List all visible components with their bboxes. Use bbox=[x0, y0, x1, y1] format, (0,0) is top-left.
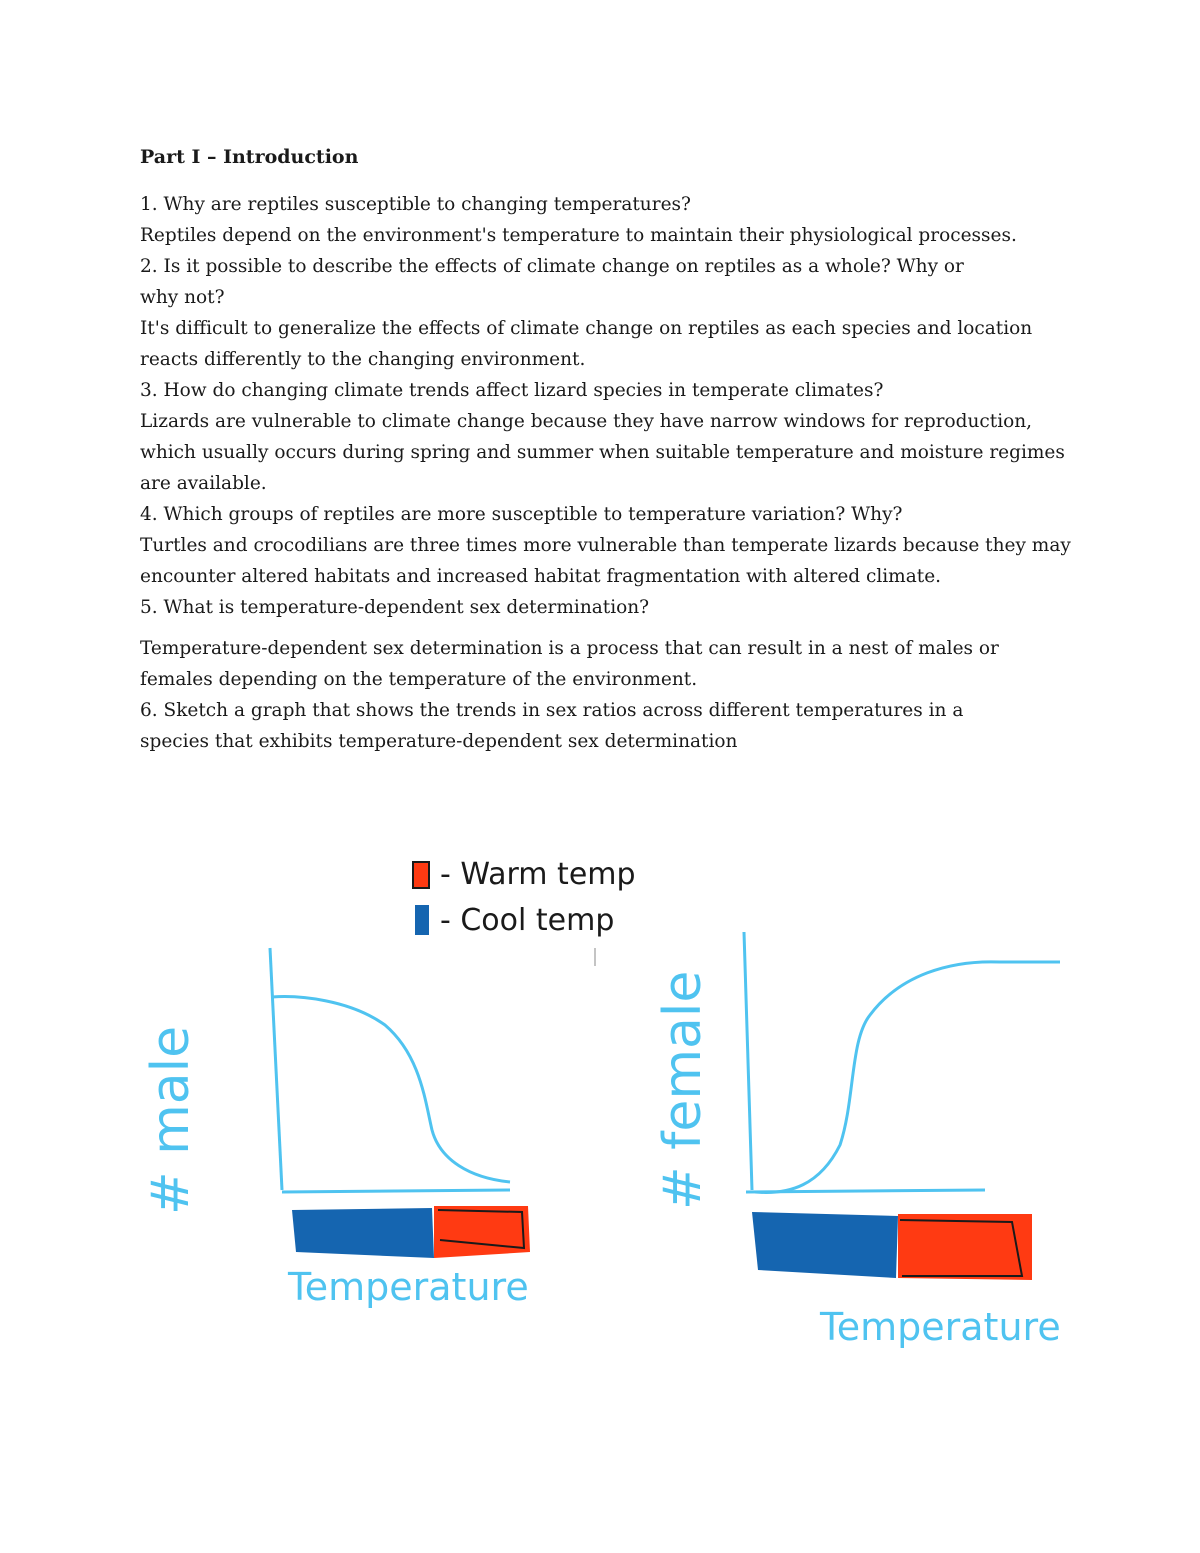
cool-temp-bar bbox=[292, 1208, 434, 1258]
question-text: 1. Why are reptiles susceptible to changing temperatures? bbox=[140, 194, 691, 215]
answer-text: Lizards are vulnerable to climate change because they have narrow windows for reproduction, bbox=[140, 411, 1033, 432]
legend bbox=[413, 857, 636, 966]
answer-text: Reptiles depend on the environment's temperature to maintain their physiological processes. bbox=[140, 225, 1017, 246]
question-text: 4. Which groups of reptiles are more susceptible to temperature variation? Why? bbox=[140, 504, 903, 525]
answer-text: It's difficult to generalize the effects of climate change on reptiles as each species and location bbox=[140, 318, 1033, 339]
question-6 bbox=[140, 695, 1080, 757]
hand-drawn-sketch bbox=[0, 800, 1200, 1360]
question-1 bbox=[140, 189, 1080, 251]
question-5 bbox=[140, 592, 1080, 695]
x-axis bbox=[282, 1190, 510, 1192]
answer-text: reacts differently to the changing environment. bbox=[140, 349, 586, 370]
question-3 bbox=[140, 375, 1080, 499]
x-axis-label: Temperature bbox=[288, 1265, 529, 1309]
answer-text: which usually occurs during spring and summer when suitable temperature and moisture regimes bbox=[140, 442, 1065, 463]
female-trend-curve bbox=[755, 962, 1060, 1193]
question-text: 2. Is it possible to describe the effects of climate change on reptiles as a whole? Why or bbox=[140, 256, 964, 277]
answer-text: are available. bbox=[140, 473, 267, 494]
y-axis-label: # female bbox=[653, 970, 713, 1210]
y-axis-label: # male bbox=[141, 1025, 201, 1215]
y-axis bbox=[270, 948, 282, 1190]
question-text: 3. How do changing climate trends affect lizard species in temperate climates? bbox=[140, 380, 884, 401]
left-graph bbox=[141, 948, 530, 1309]
legend-warm-swatch bbox=[413, 862, 429, 888]
male-trend-curve bbox=[272, 997, 510, 1182]
answer-text: encounter altered habitats and increased habitat fragmentation with altered climate. bbox=[140, 566, 942, 587]
right-graph bbox=[653, 932, 1061, 1349]
warm-temp-bar bbox=[434, 1206, 530, 1258]
question-text: 6. Sketch a graph that shows the trends in sex ratios across different temperatures in a bbox=[140, 700, 964, 721]
answer-text: Temperature-dependent sex determination is a process that can result in a nest of males or bbox=[140, 638, 999, 659]
legend-cool-label: - Cool temp bbox=[440, 903, 615, 938]
x-axis-label: Temperature bbox=[820, 1305, 1061, 1349]
section-heading: Part I – Introduction bbox=[140, 146, 359, 168]
document-body bbox=[140, 143, 1080, 757]
answer-text: females depending on the temperature of the environment. bbox=[140, 669, 698, 690]
question-text: why not? bbox=[140, 287, 225, 308]
legend-cool-swatch bbox=[415, 905, 429, 935]
legend-warm-label: - Warm temp bbox=[440, 857, 636, 892]
question-4 bbox=[140, 499, 1080, 592]
cool-temp-bar bbox=[752, 1212, 898, 1278]
question-text: 5. What is temperature-dependent sex determination? bbox=[140, 597, 650, 618]
answer-text: Turtles and crocodilians are three times more vulnerable than temperate lizards because they may bbox=[140, 535, 1071, 556]
y-axis bbox=[744, 932, 752, 1190]
question-2 bbox=[140, 251, 1080, 375]
question-text: species that exhibits temperature-dependent sex determination bbox=[140, 731, 738, 752]
